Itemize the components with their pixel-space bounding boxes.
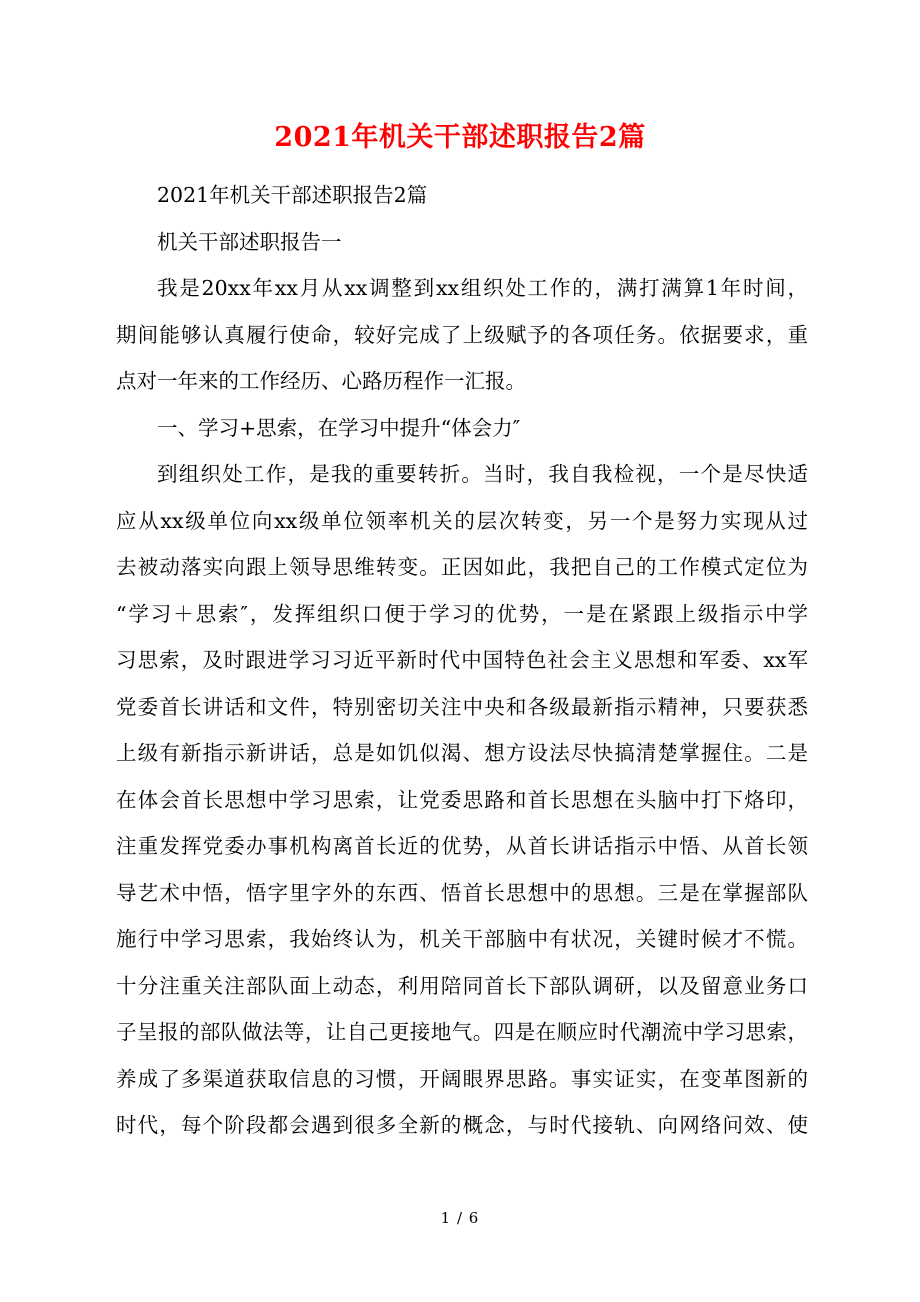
text-line: 期间能够认真履行使命，较好完成了上级赋予的各项任务。依据要求，重 [116, 322, 808, 347]
text-line: “学习＋思索″，发挥组织口便于学习的优势，一是在紧跟上级指示中学 [116, 601, 808, 626]
text-line: 党委首长讲话和文件，特别密切关注中央和各级最新指示精神，只要获悉 [116, 694, 808, 719]
text-line: 习思索，及时跟进学习习近平新时代中国特色社会主义思想和军委、xx军 [116, 648, 808, 672]
text-line: 施行中学习思索，我始终认为，机关干部脑中有状况，关键时候才不慌。 [116, 927, 808, 951]
text-line: 我是20xx年xx月从xx调整到xx组织处工作的，满打满算1年时间， [157, 276, 808, 300]
text-line: 去被动落实向跟上领导思维转变。正因如此，我把自己的工作模式定位为 [116, 555, 808, 579]
text-line: 点对一年来的工作经历、心路历程作一汇报。 [116, 369, 526, 393]
text-line: 十分注重关注部队面上动态，利用陪同首长下部队调研，以及留意业务口 [116, 973, 808, 998]
document-body [116, 172, 808, 1149]
text-line: 在体会首长思想中学习思索，让党委思路和首长思想在头脑中打下烙印， [116, 787, 808, 812]
text-line: 注重发挥党委办事机构离首长近的优势，从首长讲话指示中悟、从首长领 [116, 834, 808, 858]
page-number: 1 / 6 [440, 1209, 480, 1227]
text-line: 养成了多渠道获取信息的习惯，开阔眼界思路。事实证实，在变革图新的 [116, 1066, 808, 1091]
text-line: 子呈报的部队做法等，让自己更接地气。四是在顺应时代潮流中学习思索， [116, 1020, 808, 1044]
text-line: 上级有新指示新讲话，总是如饥似渴、想方设法尽快搞清楚掌握住。二是 [116, 741, 808, 765]
text-line: 时代，每个阶段都会遇到很多全新的概念，与时代接轨、向网络问效、使 [116, 1113, 808, 1137]
document-title: 2021年机关干部述职报告2篇 [274, 122, 646, 153]
text-line: 到组织处工作，是我的重要转折。当时，我自我检视，一个是尽快适 [157, 462, 808, 486]
text-line: 2021年机关干部述职报告2篇 [157, 183, 428, 207]
text-line: 应从xx级单位向xx级单位领率机关的层次转变，另一个是努力实现从过 [116, 508, 808, 533]
text-line: 机关干部述职报告一 [157, 229, 342, 254]
text-line: 一、学习+思索，在学习中提升“体会力″ [157, 415, 521, 440]
text-line: 导艺术中悟，悟字里字外的东西、悟首长思想中的思想。三是在掌握部队 [116, 880, 808, 905]
